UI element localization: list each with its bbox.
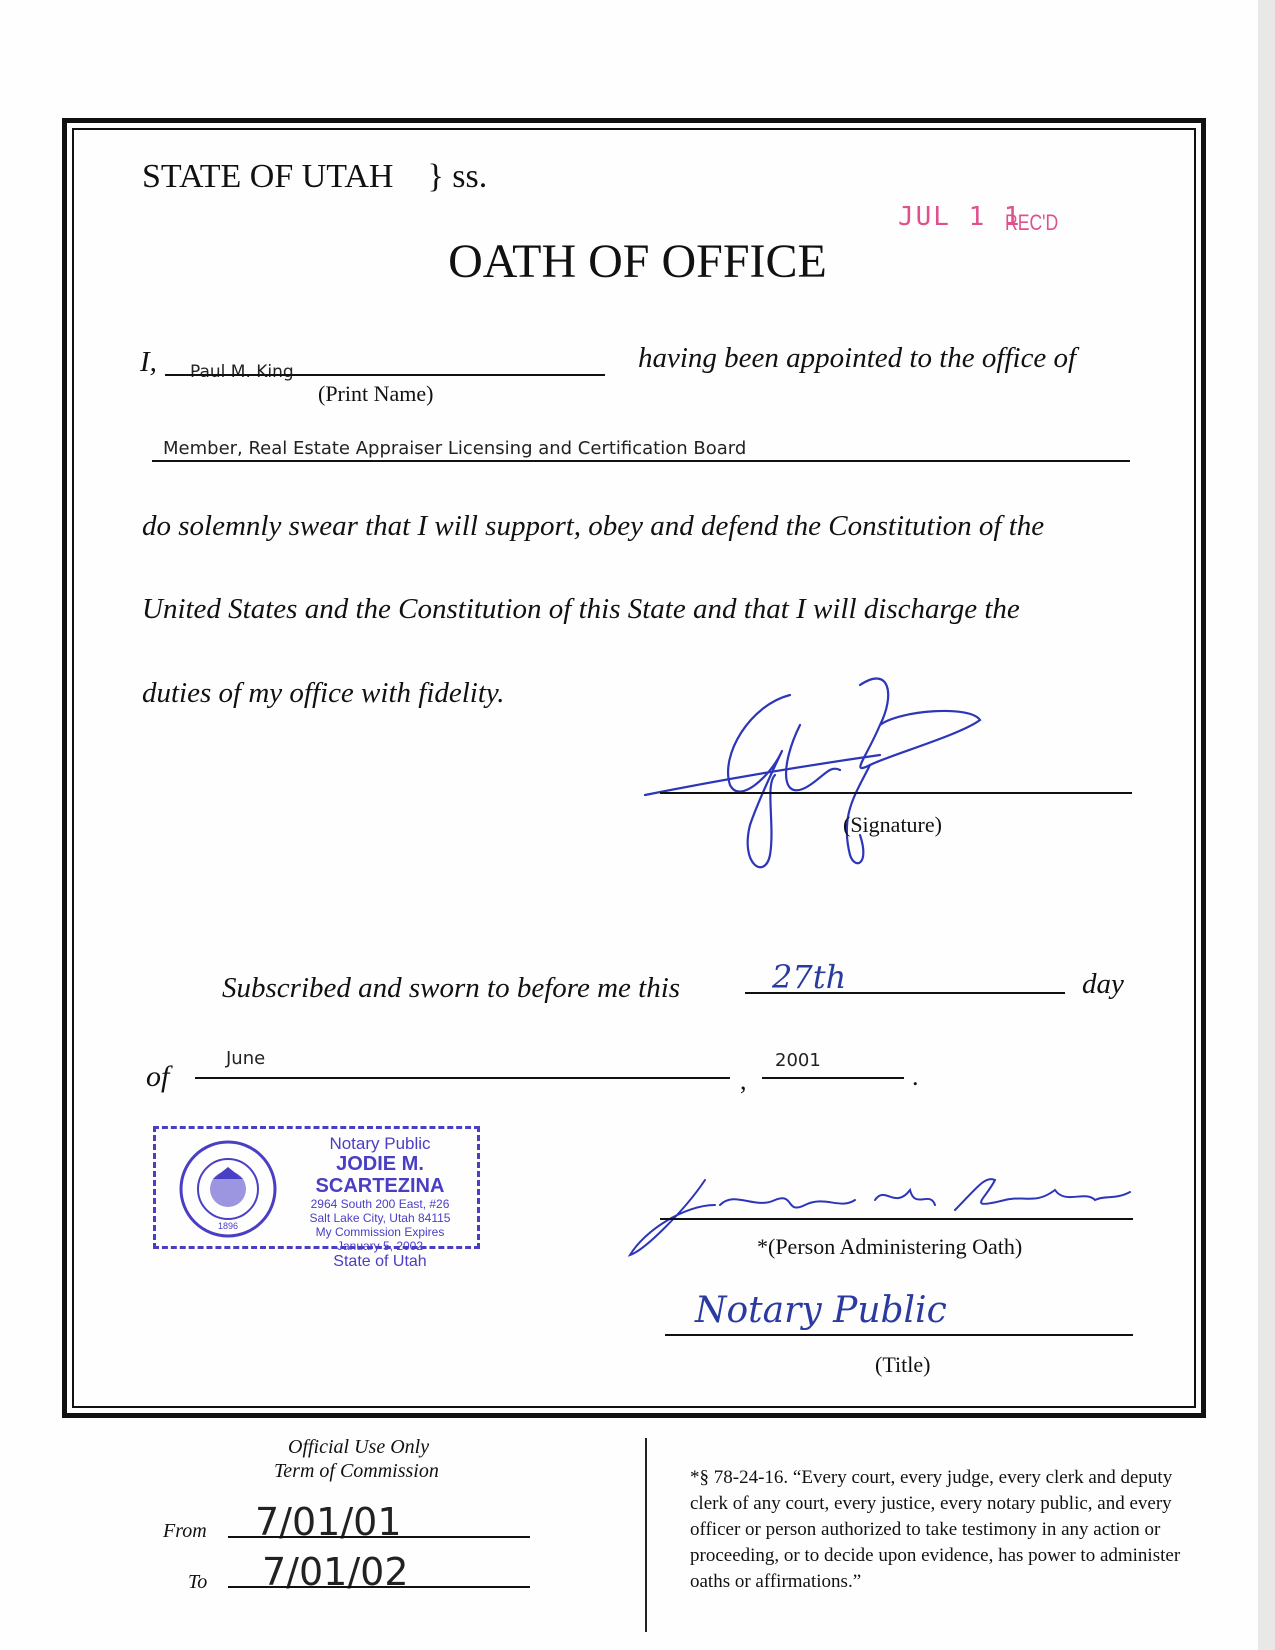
year-line — [762, 1077, 904, 1079]
i-label: I, — [140, 346, 157, 378]
oath-line-3: duties of my office with fidelity. — [142, 677, 505, 709]
state-heading — [142, 158, 487, 196]
document-title: OATH OF OFFICE — [448, 235, 827, 288]
footer-divider — [645, 1438, 647, 1632]
notary-commission-label: My Commission Expires — [315, 1225, 445, 1239]
administrator-caption: *(Person Administering Oath) — [757, 1234, 1023, 1259]
statute-text: *§ 78-24-16. “Every court, every judge, every clerk and deputy clerk of any court, every justice, every notary public, and every officer or person authorized to take testimony in any action or proceeding, or to decide upon evidence, has power to administer oaths or affirmations.” — [690, 1467, 1181, 1592]
date-comma: , — [740, 1066, 747, 1095]
notary-expiration: January 5, 2002 — [336, 1239, 424, 1253]
to-line — [228, 1586, 530, 1588]
appointed-text: having been appointed to the office of — [638, 342, 1077, 374]
year-value: 2001 — [775, 1050, 821, 1071]
signature-caption: (Signature) — [843, 812, 942, 837]
of-label: of — [146, 1060, 170, 1093]
office-line — [152, 460, 1130, 462]
to-label: To — [188, 1571, 208, 1593]
office-name: Member, Real Estate Appraiser Licensing and Certification Board — [163, 438, 747, 459]
state-name: STATE OF UTAH — [142, 158, 394, 195]
printed-name: Paul M. King — [190, 362, 294, 382]
notary-name: JODIE M. SCARTEZINA — [315, 1153, 445, 1197]
state-seal — [178, 1139, 278, 1239]
oath-taker-signature — [640, 665, 1020, 890]
official-use-label: Official Use Only — [288, 1436, 430, 1458]
title-caption: (Title) — [875, 1352, 931, 1377]
administrator-line — [660, 1218, 1133, 1220]
notary-address-1: 2964 South 200 East, #26 — [310, 1197, 450, 1211]
month-value: June — [226, 1048, 266, 1069]
month-line — [195, 1077, 730, 1079]
date-period: . — [912, 1062, 919, 1091]
notary-address-2: Salt Lake City, Utah 84115 — [309, 1211, 451, 1225]
title-line — [665, 1334, 1133, 1336]
signature-line — [660, 792, 1132, 794]
seal-year: 1896 — [217, 1221, 239, 1231]
administrator-title-value: Notary Public — [695, 1290, 947, 1331]
print-name-caption: (Print Name) — [318, 381, 434, 406]
oath-line-1: do solemnly swear that I will support, obey and defend the Constitution of the — [142, 510, 1045, 542]
from-value: 7/01/01 — [255, 1500, 402, 1544]
notary-stamp-text — [284, 1135, 476, 1271]
day-line — [745, 992, 1065, 994]
from-label: From — [163, 1520, 207, 1542]
to-value: 7/01/02 — [262, 1550, 409, 1594]
name-line — [165, 374, 605, 376]
received-stamp-date: JUL 1 1 — [898, 202, 1022, 232]
subscribed-text: Subscribed and sworn to before me this — [222, 972, 681, 1004]
term-of-commission-label: Term of Commission — [274, 1460, 439, 1482]
received-stamp-label: REC'D — [1005, 210, 1059, 235]
notary-public-label: Notary Public — [329, 1134, 431, 1153]
oath-line-2: United States and the Constitution of this State and that I will discharge the — [142, 593, 1020, 625]
ss-mark: } ss. — [427, 158, 488, 195]
notary-state: State of Utah — [333, 1253, 427, 1270]
day-value: 27th — [772, 958, 847, 996]
from-line — [228, 1536, 530, 1538]
day-label: day — [1082, 968, 1124, 1000]
notary-stamp — [153, 1126, 480, 1270]
